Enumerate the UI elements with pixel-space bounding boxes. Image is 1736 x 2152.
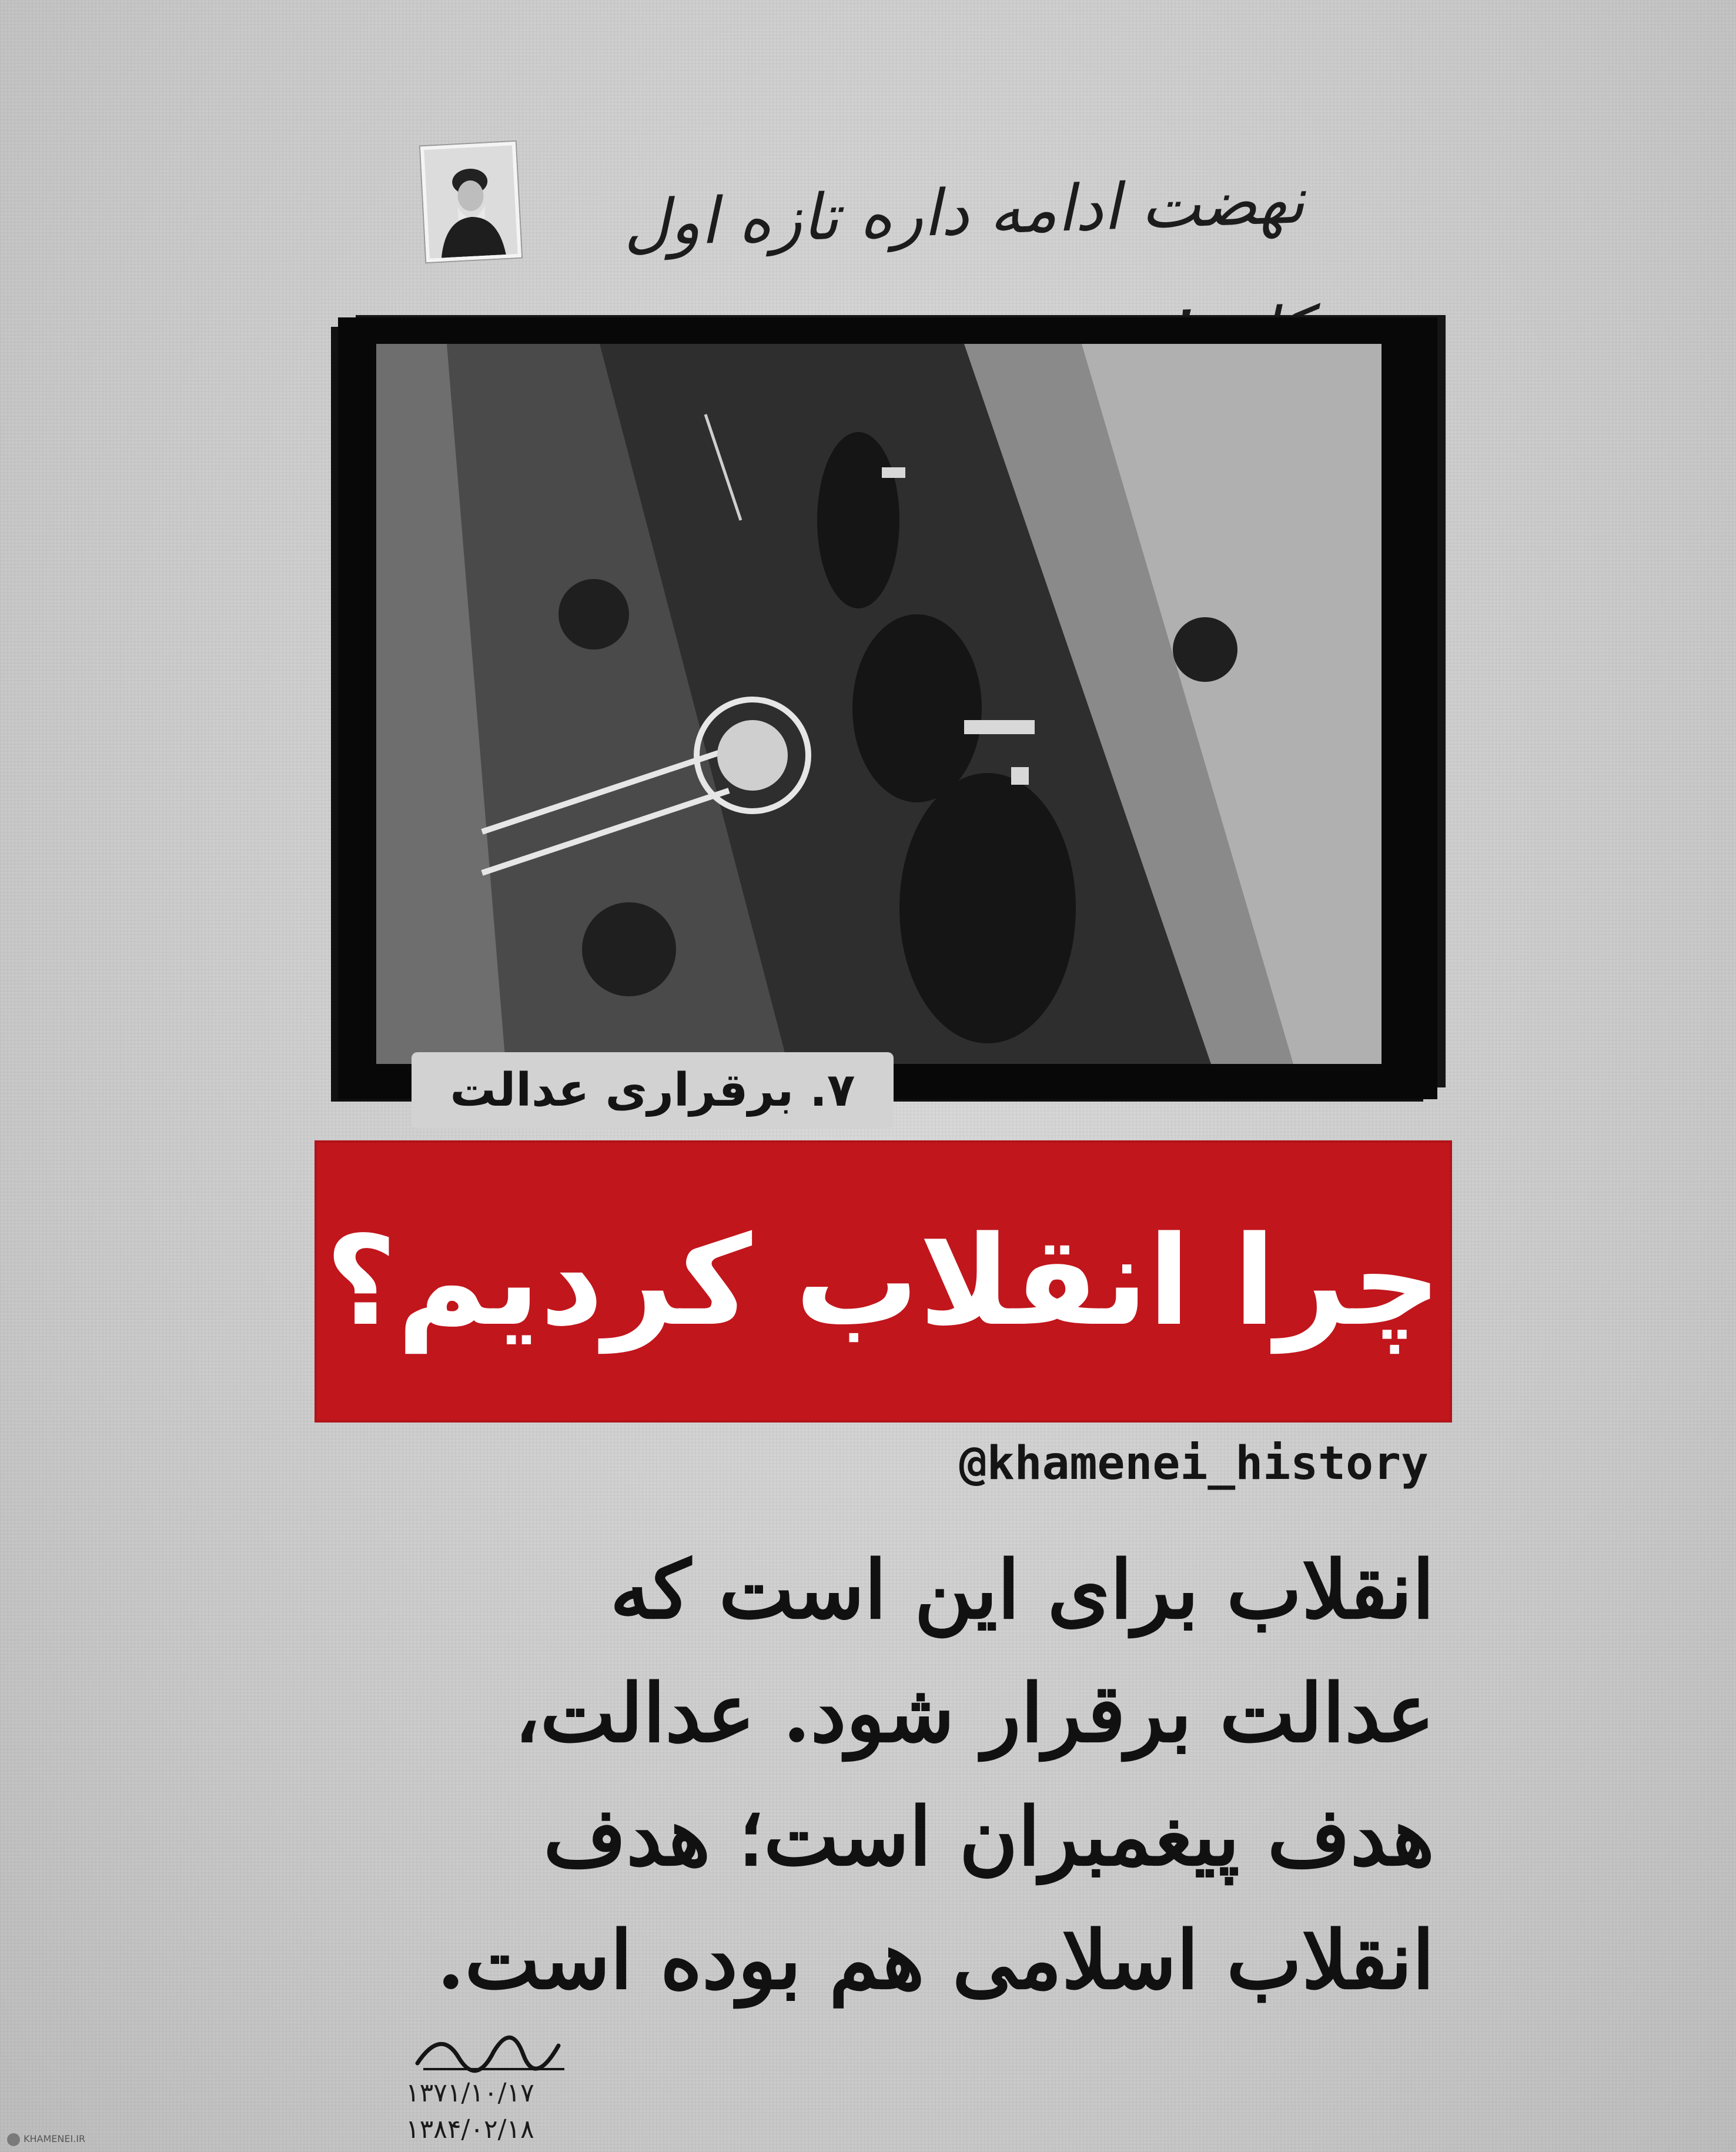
portrait-illustration [424, 145, 517, 259]
quote-line-3: هدف پیغمبران است؛ هدف [543, 1790, 1434, 1884]
quote-line-4: انقلاب اسلامی هم بوده است. [437, 1913, 1434, 2007]
protest-street-illustration [376, 344, 1382, 1064]
portrait-photo [420, 142, 521, 262]
social-handle: @khamenei_history [959, 1437, 1429, 1490]
title-banner [315, 1140, 1452, 1423]
signature [406, 2010, 576, 2081]
watermark-logo-icon [7, 2133, 20, 2146]
photo-frame [338, 317, 1437, 1099]
quote-dates [406, 2075, 582, 2148]
quote-block [306, 1528, 1434, 2022]
topic-label: ۷. برقراری عدالت [412, 1052, 894, 1129]
page-title: چرا انقلاب کردیم؟ [325, 1209, 1441, 1353]
watermark-text: KHAMENEI.IR [24, 2133, 86, 2144]
quote-line-2: عدالت برقرار شود. عدالت، [514, 1666, 1434, 1761]
quote-line-1: انقلاب برای این است که [610, 1543, 1434, 1637]
watermark [7, 2131, 125, 2147]
street-protest-photo [376, 344, 1382, 1064]
quote-date-2: ۱۳۸۴/۰۲/۱۸ [406, 2114, 534, 2144]
quote-date-1: ۱۳۷۱/۱۰/۱۷ [406, 2078, 534, 2108]
signature-illustration [406, 2010, 576, 2081]
header-handwritten-text: نهضت ادامه داره تازه اول [622, 164, 1306, 262]
